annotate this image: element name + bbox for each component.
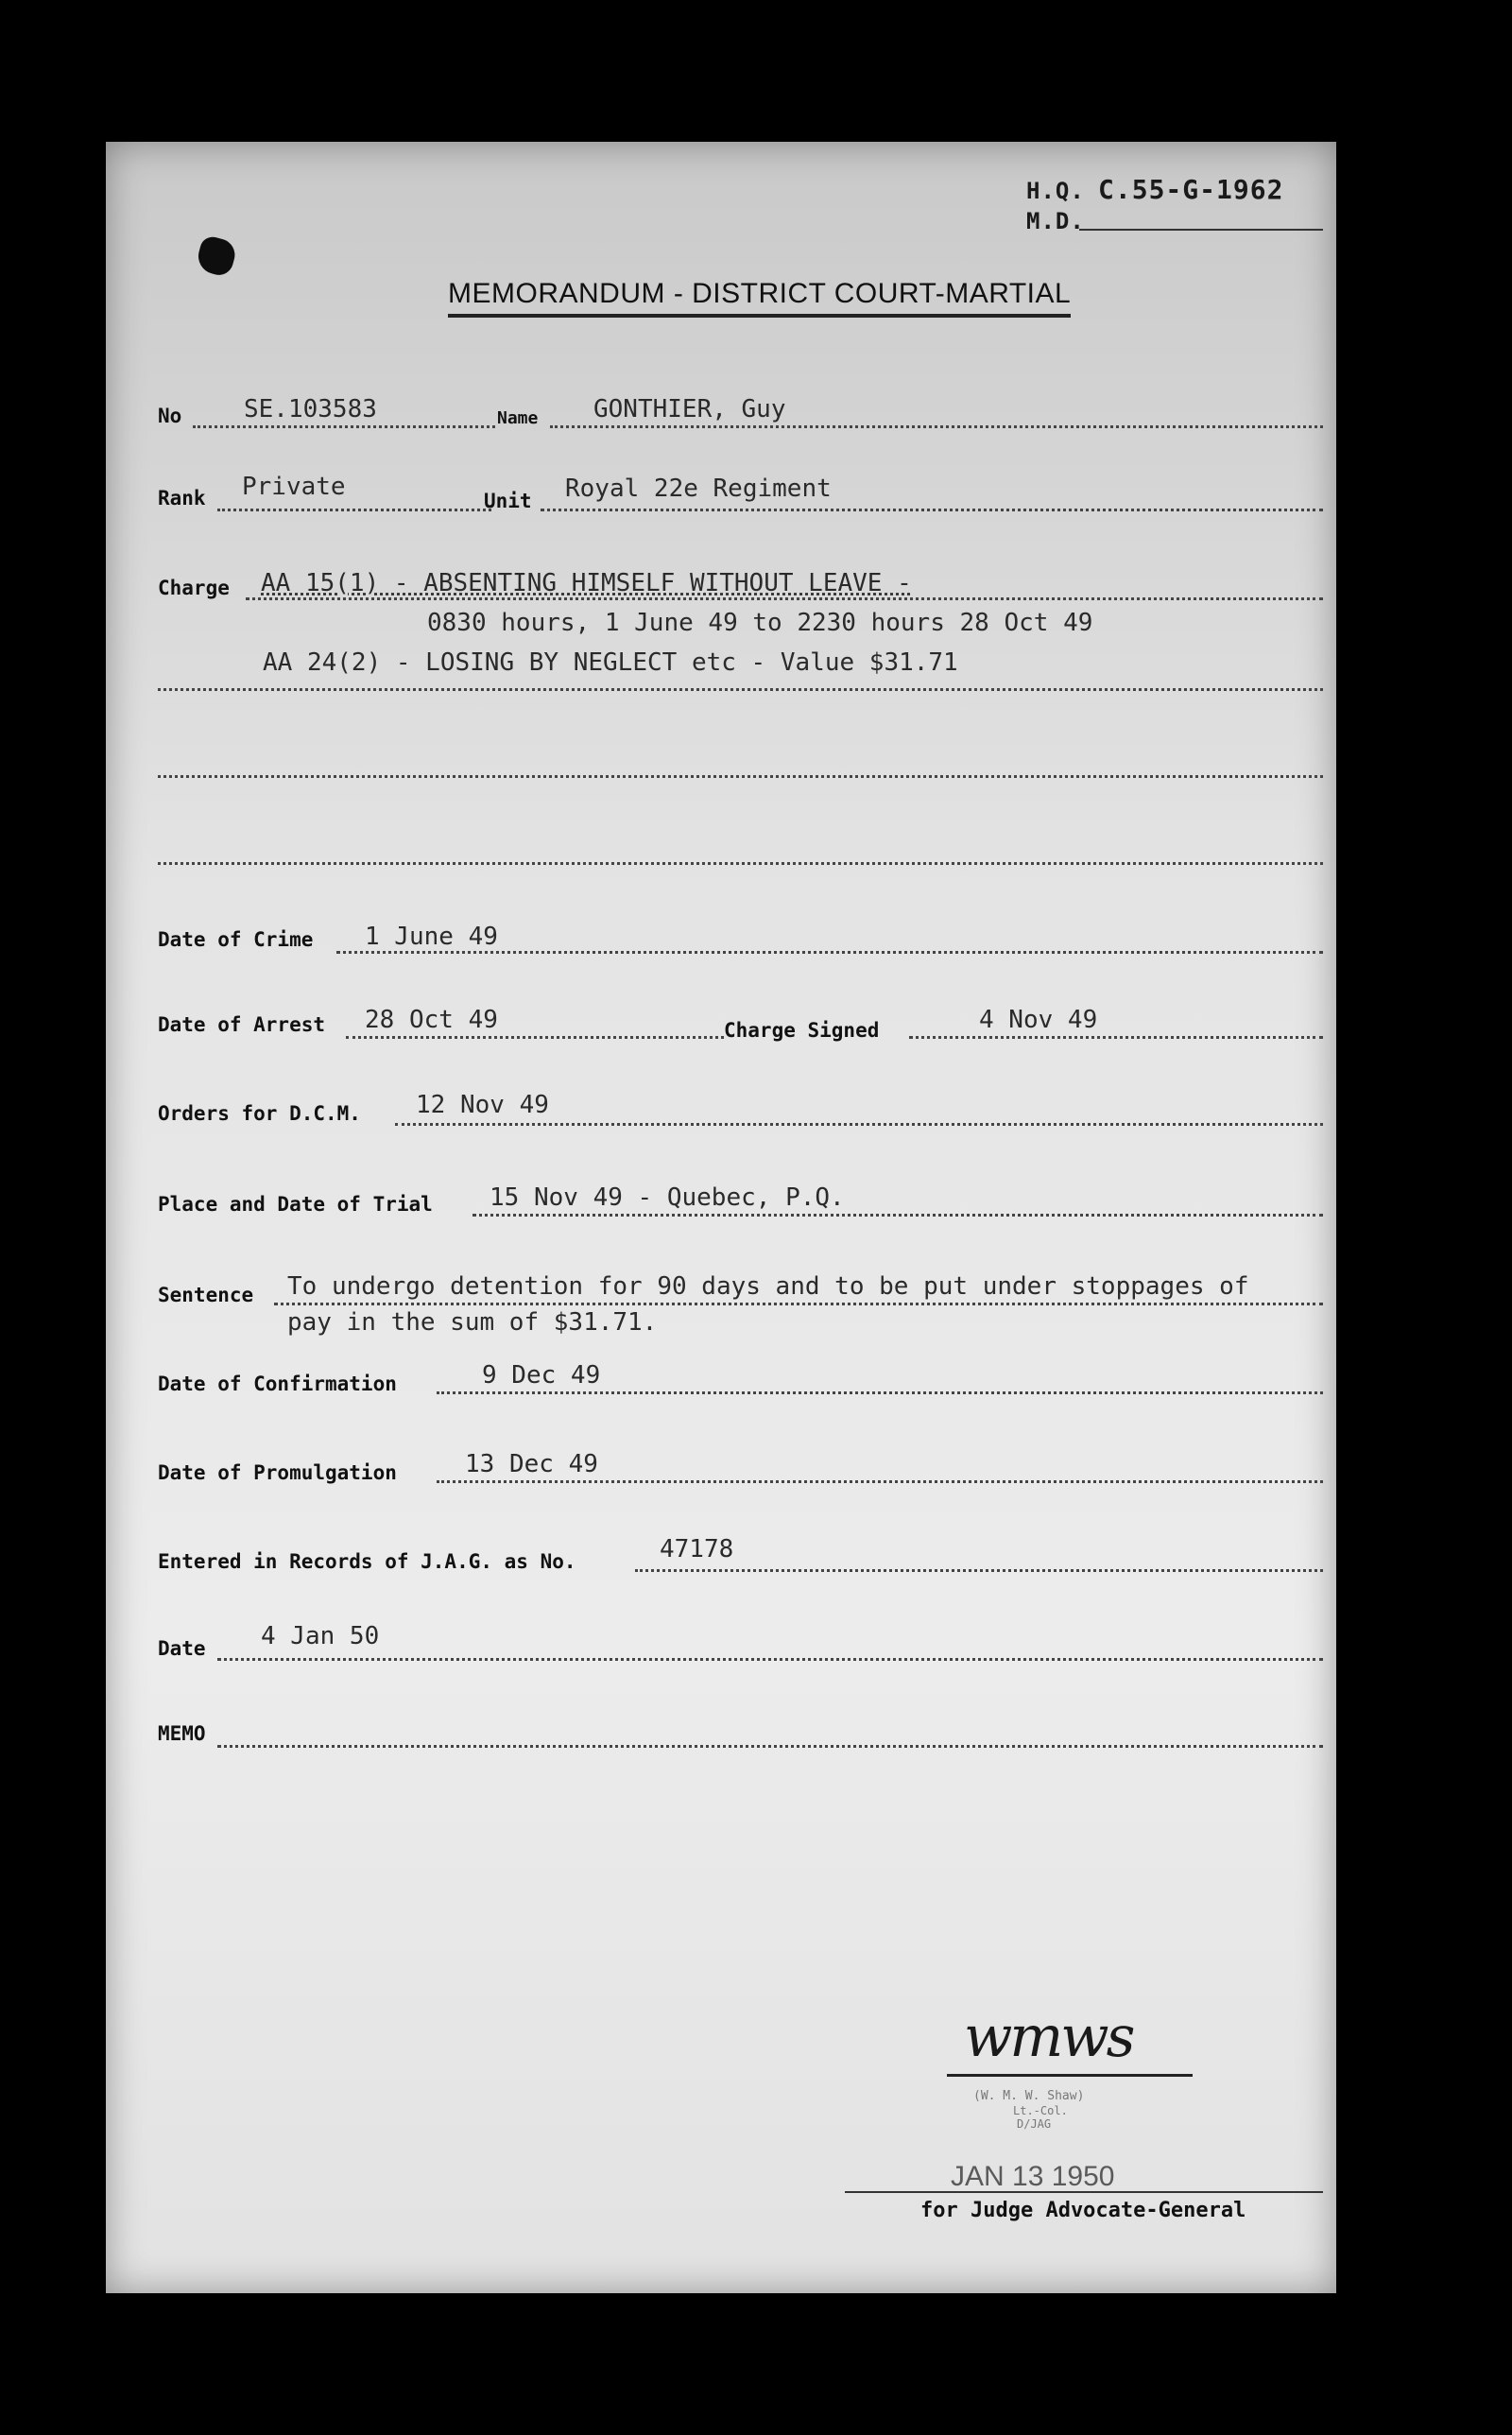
stamp-name: (W. M. W. Shaw) <box>973 2089 1085 2103</box>
md-label: M.D. <box>1026 208 1085 234</box>
hq-number: C.55-G-1962 <box>1098 174 1284 205</box>
page-title: MEMORANDUM - DISTRICT COURT-MARTIAL <box>448 278 1071 318</box>
rank-label: Rank <box>158 487 206 509</box>
memo-label: MEMO <box>158 1722 206 1745</box>
signature: wmws <box>964 2004 1133 2070</box>
date-stamp: JAN 13 1950 <box>951 2161 1115 2192</box>
date-label: Date <box>158 1637 206 1660</box>
date-value: 4 Jan 50 <box>261 1622 380 1650</box>
blank-line-1 <box>158 775 1323 778</box>
promulgation-label: Date of Promulgation <box>158 1461 397 1484</box>
signature-caption: for Judge Advocate-General <box>920 2199 1246 2222</box>
date-of-arrest-value: 28 Oct 49 <box>365 1006 498 1034</box>
date-of-arrest-label: Date of Arrest <box>158 1013 326 1036</box>
sentence-label: Sentence <box>158 1284 254 1306</box>
confirmation-label: Date of Confirmation <box>158 1373 397 1395</box>
orders-line <box>395 1123 1323 1126</box>
memo-line <box>217 1745 1323 1748</box>
unit-value: Royal 22e Regiment <box>565 475 832 503</box>
sentence-line-2: pay in the sum of $31.71. <box>287 1308 658 1337</box>
rank-value: Private <box>242 473 346 501</box>
name-label: Name <box>497 408 539 428</box>
ink-blot <box>195 234 239 279</box>
charge-line-3: AA 24(2) - LOSING BY NEGLECT etc - Value $31.71 <box>263 648 958 677</box>
md-line <box>1079 229 1323 231</box>
charge-dotted-line-1 <box>246 597 1323 600</box>
charge-line-2: 0830 hours, 1 June 49 to 2230 hours 28 Oct 49 <box>427 609 1093 637</box>
orders-label: Orders for D.C.M. <box>158 1102 361 1125</box>
charge-signed-value: 4 Nov 49 <box>979 1006 1098 1034</box>
no-line <box>193 425 495 428</box>
confirmation-line <box>437 1391 1323 1394</box>
promulgation-line <box>437 1480 1323 1483</box>
name-value: GONTHIER, Guy <box>593 395 786 423</box>
place-date-value: 15 Nov 49 - Quebec, P.Q. <box>490 1183 845 1212</box>
records-value: 47178 <box>660 1535 734 1563</box>
date-of-crime-label: Date of Crime <box>158 928 314 951</box>
unit-line <box>541 509 1323 511</box>
date-of-crime-line <box>336 951 1323 954</box>
charge-signed-line <box>909 1036 1323 1039</box>
records-line <box>635 1569 1323 1572</box>
records-label: Entered in Records of J.A.G. as No. <box>158 1550 576 1573</box>
promulgation-value: 13 Dec 49 <box>465 1450 598 1478</box>
blank-line-2 <box>158 862 1323 865</box>
date-of-arrest-line <box>346 1036 724 1039</box>
signature-line <box>845 2191 1323 2193</box>
signature-underline <box>947 2074 1193 2077</box>
charge-line-1: AA 15(1) - ABSENTING HIMSELF WITHOUT LEAVE - <box>261 569 912 597</box>
date-of-crime-value: 1 June 49 <box>365 923 498 951</box>
no-label: No <box>158 405 182 427</box>
sentence-line-1: To undergo detention for 90 days and to be put under stoppages of <box>287 1272 1249 1301</box>
no-value: SE.103583 <box>244 395 377 423</box>
document-page <box>106 142 1336 2293</box>
name-line <box>550 425 1323 428</box>
orders-value: 12 Nov 49 <box>416 1091 549 1119</box>
place-date-label: Place and Date of Trial <box>158 1193 433 1216</box>
stamp-title: D/JAG <box>1017 2117 1052 2131</box>
stamp-rank: Lt.-Col. <box>1013 2104 1068 2117</box>
hq-label: H.Q. <box>1026 178 1085 204</box>
charge-label: Charge <box>158 577 230 599</box>
place-date-line <box>472 1214 1323 1217</box>
charge-dotted-line-2 <box>158 688 1323 691</box>
sentence-dotted-line <box>274 1303 1323 1305</box>
confirmation-value: 9 Dec 49 <box>482 1361 601 1390</box>
charge-signed-label: Charge Signed <box>724 1019 880 1042</box>
date-line <box>217 1658 1323 1661</box>
rank-line <box>217 509 491 511</box>
unit-label: Unit <box>484 490 532 512</box>
